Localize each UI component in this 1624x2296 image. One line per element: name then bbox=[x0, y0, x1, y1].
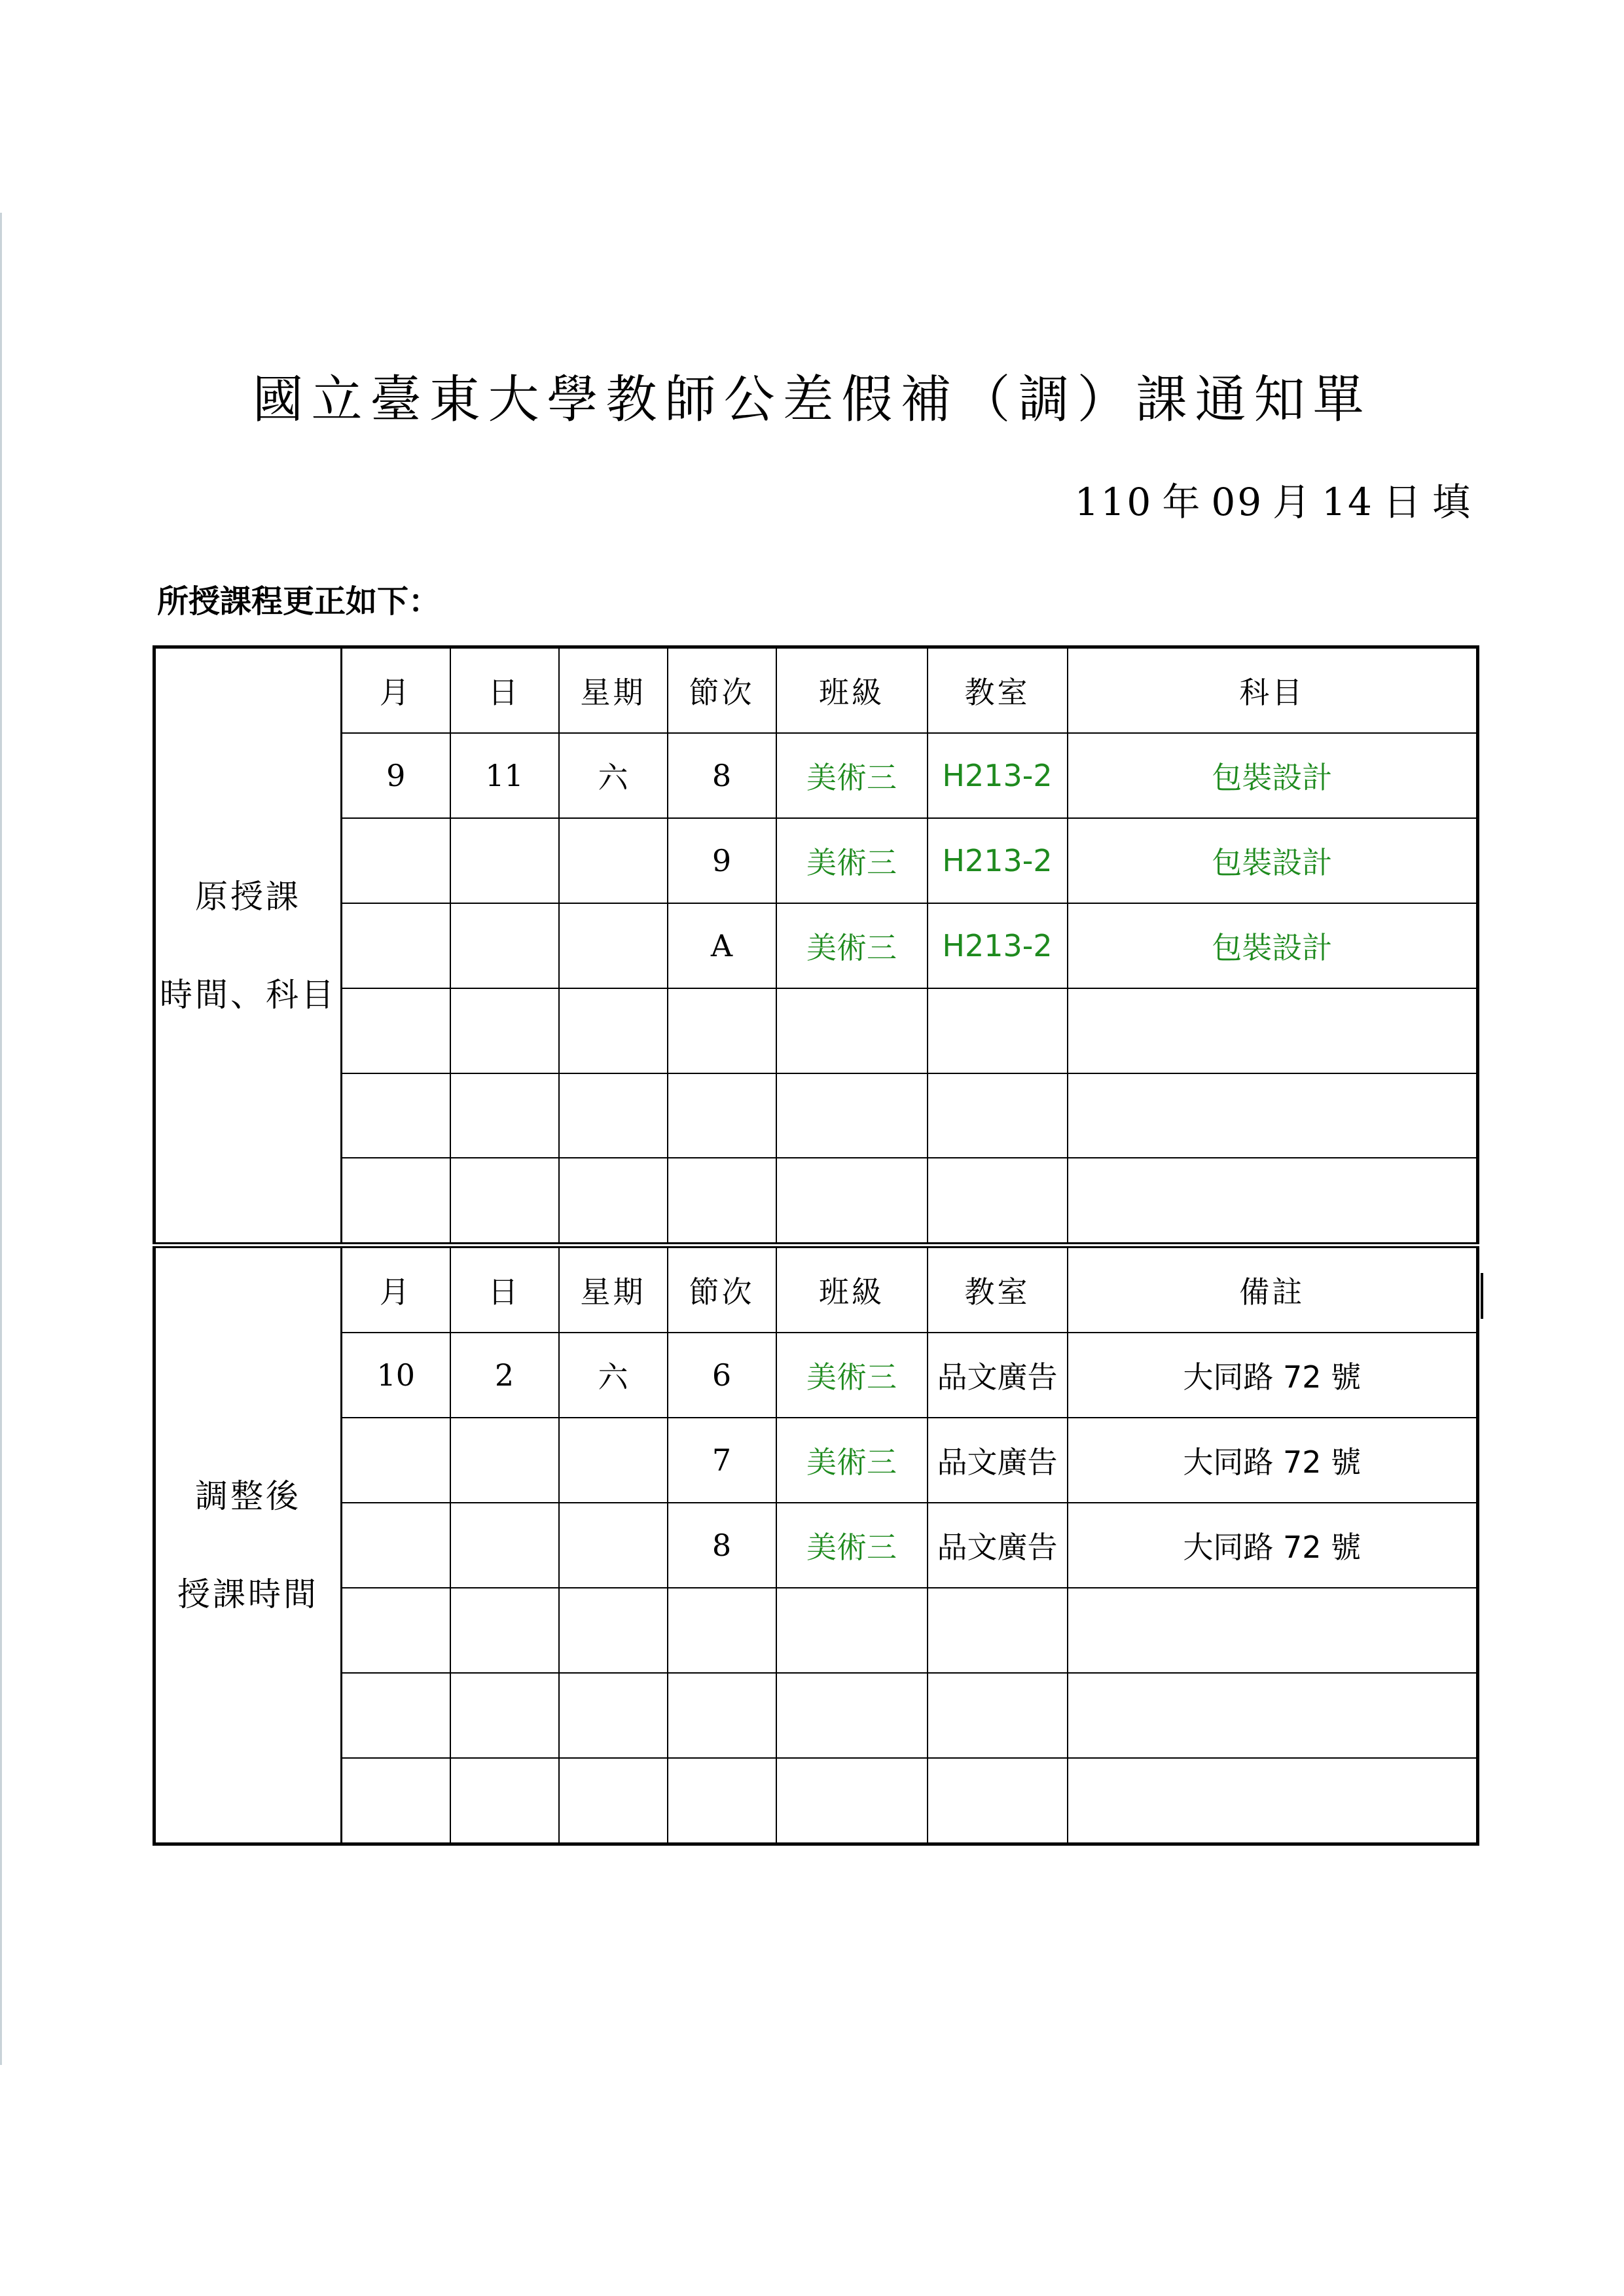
adjusted-header-row bbox=[154, 1246, 1478, 1333]
fill-month-unit: 月 bbox=[1272, 480, 1313, 524]
original-cell: 包裝設計 bbox=[1068, 818, 1478, 903]
adjusted-cell bbox=[776, 1588, 928, 1673]
fill-month: 09 bbox=[1211, 480, 1264, 524]
adjusted-cell: 品文廣告 bbox=[928, 1503, 1068, 1588]
adjusted-cell: 大同路 72 號 bbox=[1068, 1333, 1478, 1418]
original-header-cell: 班級 bbox=[776, 647, 928, 733]
adjusted-cell bbox=[1068, 1758, 1478, 1844]
fill-suffix: 填 bbox=[1432, 480, 1472, 524]
original-cell: 9 bbox=[668, 818, 776, 903]
adjusted-header-cell: 月 bbox=[342, 1246, 450, 1333]
adjusted-cell bbox=[928, 1673, 1068, 1758]
adjusted-table-row bbox=[154, 1418, 1478, 1503]
original-cell bbox=[776, 988, 928, 1073]
original-cell bbox=[342, 818, 450, 903]
course-change-table bbox=[153, 645, 1479, 1846]
original-cell bbox=[559, 988, 668, 1073]
original-label-line1: 原授課 bbox=[195, 877, 301, 916]
original-table-row bbox=[154, 903, 1478, 988]
original-cell bbox=[776, 1073, 928, 1158]
adjusted-cell bbox=[928, 1758, 1068, 1844]
original-cell bbox=[559, 1073, 668, 1158]
adjusted-cell bbox=[668, 1588, 776, 1673]
fill-day: 14 bbox=[1322, 480, 1374, 524]
original-cell bbox=[1068, 988, 1478, 1073]
adjusted-cell bbox=[928, 1588, 1068, 1673]
original-cell bbox=[559, 1158, 668, 1245]
original-cell: A bbox=[668, 903, 776, 988]
adjusted-cell: 美術三 bbox=[776, 1418, 928, 1503]
fill-day-unit: 日 bbox=[1382, 480, 1423, 524]
original-cell bbox=[668, 1073, 776, 1158]
adjusted-header-cell: 日 bbox=[450, 1246, 559, 1333]
adjusted-cell: 美術三 bbox=[776, 1503, 928, 1588]
adjusted-label-line1: 調整後 bbox=[195, 1477, 301, 1516]
adjusted-cell: 7 bbox=[668, 1418, 776, 1503]
original-cell bbox=[928, 1073, 1068, 1158]
original-cell: 美術三 bbox=[776, 818, 928, 903]
adjusted-cell bbox=[559, 1758, 668, 1844]
original-cell: 9 bbox=[342, 733, 450, 818]
adjusted-table-row bbox=[154, 1588, 1478, 1673]
adjusted-cell: 2 bbox=[450, 1333, 559, 1418]
original-cell: 美術三 bbox=[776, 733, 928, 818]
adjusted-cell bbox=[559, 1588, 668, 1673]
original-cell bbox=[668, 988, 776, 1073]
original-cell bbox=[450, 818, 559, 903]
adjusted-cell bbox=[450, 1588, 559, 1673]
adjusted-table-row bbox=[154, 1333, 1478, 1418]
original-cell bbox=[928, 1158, 1068, 1245]
fill-year-unit: 年 bbox=[1162, 480, 1202, 524]
original-cell: H213-2 bbox=[928, 818, 1068, 903]
adjusted-cell bbox=[450, 1503, 559, 1588]
adjusted-cell bbox=[342, 1758, 450, 1844]
original-table-row bbox=[154, 988, 1478, 1073]
adjusted-cell: 六 bbox=[559, 1333, 668, 1418]
original-table-row bbox=[154, 1073, 1478, 1158]
adjusted-cell bbox=[450, 1418, 559, 1503]
original-cell: 美術三 bbox=[776, 903, 928, 988]
original-cell: 8 bbox=[668, 733, 776, 818]
original-header-cell: 科目 bbox=[1068, 647, 1478, 733]
adjusted-cell bbox=[342, 1588, 450, 1673]
edge-mark bbox=[1481, 1273, 1483, 1319]
adjusted-cell bbox=[342, 1503, 450, 1588]
adjusted-cell: 品文廣告 bbox=[928, 1418, 1068, 1503]
adjusted-cell bbox=[776, 1673, 928, 1758]
page-left-edge-rule bbox=[0, 213, 2, 2065]
adjusted-label-line2: 授課時間 bbox=[177, 1575, 319, 1614]
adjusted-cell bbox=[450, 1673, 559, 1758]
original-cell bbox=[1068, 1073, 1478, 1158]
original-cell: H213-2 bbox=[928, 903, 1068, 988]
adjusted-header-cell: 班級 bbox=[776, 1246, 928, 1333]
original-cell: 包裝設計 bbox=[1068, 903, 1478, 988]
adjusted-cell: 大同路 72 號 bbox=[1068, 1503, 1478, 1588]
adjusted-cell bbox=[559, 1673, 668, 1758]
original-table-row bbox=[154, 1158, 1478, 1245]
original-cell bbox=[342, 1073, 450, 1158]
original-header-cell: 日 bbox=[450, 647, 559, 733]
fill-year: 110 bbox=[1074, 480, 1153, 524]
adjusted-cell: 10 bbox=[342, 1333, 450, 1418]
adjusted-table-row bbox=[154, 1758, 1478, 1844]
original-cell bbox=[450, 1158, 559, 1245]
adjusted-header-cell: 備註 bbox=[1068, 1246, 1478, 1333]
adjusted-header-cell: 教室 bbox=[928, 1246, 1068, 1333]
adjusted-cell bbox=[559, 1418, 668, 1503]
original-table-row bbox=[154, 733, 1478, 818]
original-table-row bbox=[154, 818, 1478, 903]
adjusted-cell: 8 bbox=[668, 1503, 776, 1588]
original-cell bbox=[668, 1158, 776, 1245]
original-header-cell: 節次 bbox=[668, 647, 776, 733]
original-cell bbox=[559, 903, 668, 988]
adjusted-cell: 美術三 bbox=[776, 1333, 928, 1418]
original-cell: 11 bbox=[450, 733, 559, 818]
original-header-cell: 星期 bbox=[559, 647, 668, 733]
original-cell: 六 bbox=[559, 733, 668, 818]
adjusted-cell: 6 bbox=[668, 1333, 776, 1418]
original-label-line2: 時間、科目 bbox=[160, 975, 336, 1014]
adjusted-section-label bbox=[154, 1246, 342, 1844]
original-cell bbox=[928, 988, 1068, 1073]
original-section-label bbox=[154, 647, 342, 1246]
adjusted-cell bbox=[559, 1503, 668, 1588]
original-cell bbox=[342, 988, 450, 1073]
adjusted-cell: 大同路 72 號 bbox=[1068, 1418, 1478, 1503]
original-cell bbox=[1068, 1158, 1478, 1245]
original-header-row bbox=[154, 647, 1478, 733]
adjusted-cell bbox=[342, 1673, 450, 1758]
original-cell bbox=[559, 818, 668, 903]
adjusted-table-row bbox=[154, 1673, 1478, 1758]
adjusted-cell bbox=[668, 1758, 776, 1844]
adjusted-header-cell: 節次 bbox=[668, 1246, 776, 1333]
fill-date bbox=[1066, 471, 1472, 526]
adjusted-cell bbox=[668, 1673, 776, 1758]
adjusted-cell bbox=[342, 1418, 450, 1503]
adjusted-cell: 品文廣告 bbox=[928, 1333, 1068, 1418]
original-cell bbox=[450, 988, 559, 1073]
original-cell bbox=[342, 903, 450, 988]
original-cell bbox=[450, 903, 559, 988]
adjusted-cell bbox=[1068, 1588, 1478, 1673]
adjusted-cell bbox=[450, 1758, 559, 1844]
adjusted-table-row bbox=[154, 1503, 1478, 1588]
original-cell: 包裝設計 bbox=[1068, 733, 1478, 818]
original-header-cell: 教室 bbox=[928, 647, 1068, 733]
adjusted-cell bbox=[1068, 1673, 1478, 1758]
original-cell bbox=[342, 1158, 450, 1245]
adjusted-cell bbox=[776, 1758, 928, 1844]
original-cell bbox=[450, 1073, 559, 1158]
form-title: 國立臺東大學教師公差假補（調）課通知單 bbox=[252, 370, 1372, 429]
original-header-cell: 月 bbox=[342, 647, 450, 733]
adjusted-header-cell: 星期 bbox=[559, 1246, 668, 1333]
intro-text: 所授課程更正如下： bbox=[157, 583, 441, 620]
original-cell bbox=[776, 1158, 928, 1245]
original-cell: H213-2 bbox=[928, 733, 1068, 818]
